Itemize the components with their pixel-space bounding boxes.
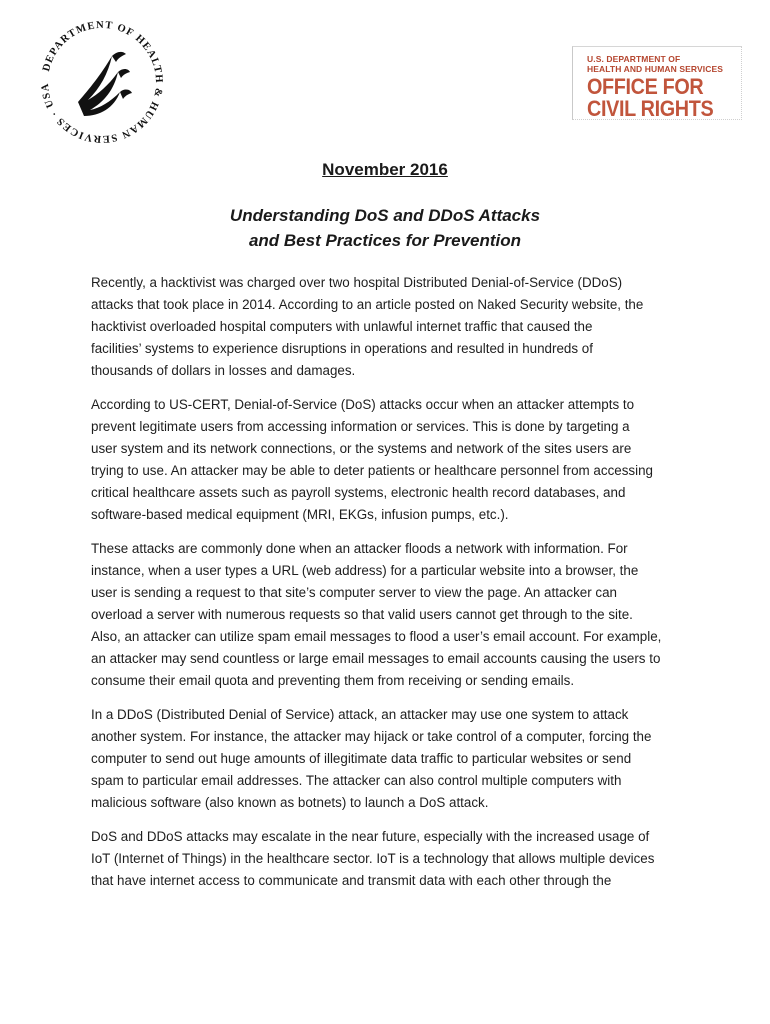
paragraph-line: spam to particular email addresses. The attacker can also control multiple computers with: [91, 773, 622, 788]
ocr-logo: [572, 46, 742, 120]
paragraph-line: These attacks are commonly done when an attacker floods a network with information. For: [91, 541, 628, 556]
document-body: [91, 272, 681, 904]
ocr-dept-line-1: U.S. DEPARTMENT OF: [587, 54, 681, 64]
paragraph-line: DoS and DDoS attacks may escalate in the near future, especially with the increased usage of: [91, 829, 650, 844]
paragraph-line: hacktivist overloaded hospital computers with unlawful internet traffic that caused the: [91, 319, 593, 334]
paragraph-line: critical healthcare assets such as payroll systems, electronic health record databases, and: [91, 485, 626, 500]
paragraph: [91, 272, 681, 382]
seal-text: DEPARTMENT OF HEALTH & HUMAN SERVICES · USA: [39, 19, 165, 145]
paragraph-line: an attacker may send countless or large email messages to email accounts causing the users to: [91, 651, 661, 666]
ocr-office-line-1: OFFICE FOR: [587, 74, 704, 99]
paragraph: [91, 704, 681, 814]
paragraph-line: overload a server with numerous requests so that valid users cannot get through to the site.: [91, 607, 633, 622]
paragraph-line: instance, when a user types a URL (web address) for a particular website into a browser, the: [91, 563, 639, 578]
paragraph-line: IoT (Internet of Things) in the healthcare sector. IoT is a technology that allows multiple devices: [91, 851, 655, 866]
paragraph-line: trying to use. An attacker may be able to deter patients or healthcare personnel from accessing: [91, 463, 653, 478]
paragraph: [91, 394, 681, 526]
paragraph-line: According to US-CERT, Denial-of-Service (DoS) attacks occur when an attacker attempts to: [91, 397, 635, 412]
paragraph-line: another system. For instance, the attacker may hijack or take control of a computer, forcing the: [91, 729, 652, 744]
paragraph-line: consume their email quota and preventing them from receiving or sending emails.: [91, 673, 575, 688]
svg-text:DEPARTMENT OF HEALTH & HUMAN S: [40, 20, 164, 144]
hhs-seal-icon: [38, 18, 166, 146]
paragraph: [91, 826, 681, 892]
title-line-2: and Best Practices for Prevention: [248, 231, 522, 250]
paragraph-line: Recently, a hacktivist was charged over two hospital Distributed Denial-of-Service (DDoS): [91, 275, 623, 290]
document-title: [0, 203, 770, 253]
hhs-seal-logo: [38, 18, 166, 146]
document-date: November 2016: [322, 160, 448, 179]
ocr-dept-line-2: HEALTH AND HUMAN SERVICES: [587, 63, 723, 74]
paragraph-line: prevent legitimate users from accessing information or services. This is done by targeting a: [91, 419, 630, 434]
paragraph-line: In a DDoS (Distributed Denial of Service) attack, an attacker may use one system to attack: [91, 707, 629, 722]
paragraph-line: facilities’ systems to experience disruptions in operations and resulted in hundreds of: [91, 341, 593, 356]
paragraph-line: that have internet access to communicate and transmit data with each other through the: [91, 873, 612, 888]
paragraph-line: computer to send out huge amounts of illegitimate data traffic to particular websites or send: [91, 751, 632, 766]
title-line-1: Understanding DoS and DDoS Attacks: [229, 206, 541, 225]
paragraph-line: attacks that took place in 2014. According to an article posted on Naked Security website, the: [91, 297, 644, 312]
ocr-office-line-2: CIVIL RIGHTS: [587, 96, 714, 121]
paragraph: [91, 538, 681, 692]
paragraph-line: user system and its network connections, or the systems and network of the sites users are: [91, 441, 632, 456]
paragraph-line: malicious software (also known as botnets) to launch a DoS attack.: [91, 795, 489, 810]
paragraph-line: software-based medical equipment (MRI, EKGs, infusion pumps, etc.).: [91, 507, 509, 522]
paragraph-line: thousands of dollars in losses and damages.: [91, 363, 356, 378]
paragraph-line: user is sending a request to that site’s computer server to view the page. An attacker can: [91, 585, 617, 600]
paragraph-line: Also, an attacker can utilize spam email messages to flood a user’s email account. For example,: [91, 629, 662, 644]
